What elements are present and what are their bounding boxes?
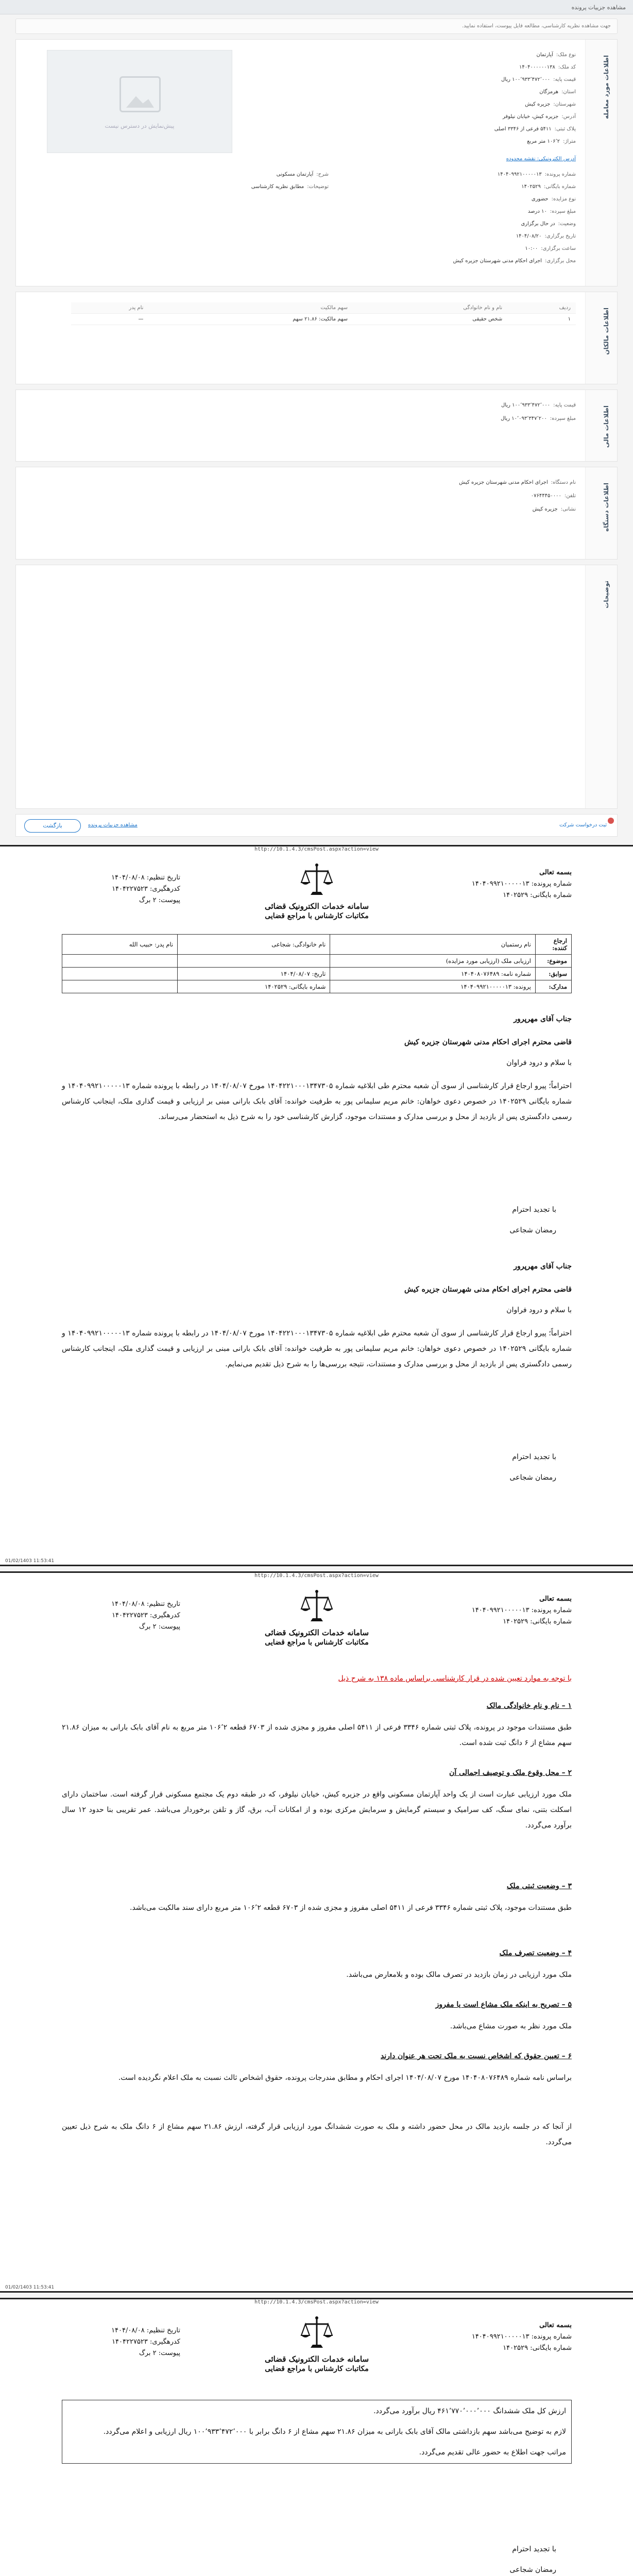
print-timestamp: 01/02/1403 11:53:41 — [5, 1558, 55, 1564]
field-row — [501, 402, 576, 408]
regards: با تجدید احترام — [512, 1206, 556, 1214]
tracking-code: کدرهگیری: ۱۴۰۴۲۲۷۵۲۳ — [112, 2338, 180, 2346]
field-value: ۱۴۰۴۰۹۹۲۱۰۰۰۰۰۱۳ — [497, 172, 542, 177]
meta-cell: مدارک: — [536, 980, 572, 993]
field-value: ۱۰۰٬۹۳۳٬۴۷۲٬۰۰۰ ریال — [501, 77, 551, 82]
field-row — [521, 221, 576, 227]
notes-section — [15, 565, 618, 809]
field-label: نشانی: — [560, 506, 576, 512]
print-timestamp: 01/02/1403 11:53:41 — [5, 2285, 55, 2290]
header-left — [62, 2325, 180, 2359]
field-value: ۱۰:۰۰ — [525, 246, 538, 251]
signer-name: رمضان شجاعی — [509, 2566, 556, 2574]
image-placeholder-icon — [119, 76, 161, 112]
field-row — [494, 126, 576, 132]
meta-cell: شماره بایگانی: ۱۴۰۲۵۲۹ — [178, 980, 330, 993]
field-value: در حال برگزاری — [521, 221, 555, 227]
column-header: ردیف — [507, 302, 576, 314]
document-page-3 — [0, 2298, 633, 2576]
system-title: سامانه خدمات الکترونیک قضائی — [264, 902, 369, 911]
field-value: جزیره کیش — [525, 101, 551, 107]
signer-name: رمضان شجاعی — [509, 1473, 556, 1482]
table-cell: سهم مالکیت: ۲۱.۸۶ سهم — [148, 314, 353, 325]
field-row — [501, 416, 576, 421]
letter-2 — [62, 1573, 572, 2284]
notification-dot-icon — [608, 818, 614, 824]
owners-section — [15, 292, 618, 384]
field-label: مبلغ سپرده: — [550, 416, 576, 421]
meta-row — [62, 968, 572, 980]
section-heading: ۶ – تعیین حقوق که اشخاص نسبت به ملک تحت هر عنوان دارند — [381, 2052, 572, 2060]
field-label: نام دستگاه: — [551, 480, 576, 485]
meta-cell: ارجاع کننده: — [536, 935, 572, 955]
signer-name: رمضان شجاعی — [509, 1226, 556, 1234]
field-label: متراژ: — [563, 139, 576, 144]
document-page-2 — [0, 1571, 633, 2293]
details-link[interactable]: مشاهده جزییات پرونده — [88, 822, 138, 828]
column-header: سهم مالکیت — [148, 302, 353, 314]
meta-row — [62, 955, 572, 968]
field-value: آپارتمان — [536, 52, 553, 58]
field-label: مبلغ سپرده: — [550, 209, 576, 214]
valuation-box — [62, 2400, 572, 2464]
field-value: ۱۴۰۴/۰۸/۲۰ — [516, 233, 542, 239]
field-label: آدرس: — [561, 114, 576, 120]
field-row — [539, 89, 576, 95]
table-cell: — — [71, 314, 148, 325]
system-subtitle: مکاتبات کارشناس با مراجع قضایی — [265, 1638, 369, 1647]
field-label: قیمت پایه: — [553, 402, 576, 408]
section-heading: ۲ – محل وقوع ملک و توصیف اجمالی آن — [449, 1769, 572, 1777]
scales-emblem-icon — [300, 2315, 333, 2351]
doc-date: تاریخ تنظیم: ۱۴۰۴/۰۸/۰۸ — [111, 1600, 180, 1608]
meta-cell: نام پدر: حبیب الله — [62, 935, 178, 955]
field-row — [537, 52, 576, 58]
header-left — [62, 1599, 180, 1633]
letter-1 — [62, 846, 572, 1557]
meta-row — [62, 980, 572, 993]
section-title: اطلاعات دستگاه — [603, 483, 610, 532]
field-label: نوع مزایده: — [551, 196, 576, 202]
table-cell: ۱ — [507, 314, 576, 325]
field-label: تلفن: — [564, 493, 576, 499]
field-label: ساعت برگزاری: — [541, 246, 576, 251]
meta-cell: پرونده: ۱۴۰۴۰۹۹۲۱۰۰۰۰۰۱۳ — [330, 980, 536, 993]
meta-cell: سوابق: — [536, 968, 572, 980]
document-page-1 — [0, 845, 633, 1566]
section-body: ملک مورد ارزیابی عبارت است از یک واحد آپارتمان مسکونی واقع در جزیره کیش، خیابان نیلوفر، که در طبقه دوم یک مجتمع مسکونی قرار گرفته است. ساختمان دارای اسکلت بتنی، نمای سنگ، کف سرامیک و سیستم گرمایش و سرمایش مرکزی بوده و از امکانات آب، برق، گاز و تلفن برخوردار می‌باشد. عمر تقریبی بنا حدود ۱۲ سال برآورد می‌گردد. — [62, 1790, 572, 1829]
field-value: هرمزگان — [539, 89, 559, 95]
map-link[interactable]: آدرس الکترونیکی: نقشه محدوده — [506, 156, 576, 162]
greeting: جناب آقای مهرپرور — [514, 1262, 572, 1270]
system-subtitle: مکاتبات کارشناس با مراجع قضایی — [265, 2365, 369, 2373]
header-right — [443, 2320, 572, 2354]
field-row — [251, 184, 329, 190]
owners-table — [71, 302, 576, 325]
attachments: پیوست: ۲ برگ — [139, 2349, 180, 2357]
section-body: براساس نامه شماره ۱۴۰۴۰۸۰۷۶۴۸۹ مورخ ۱۴۰۴/۰۸/۰۷ اجرای احکام و مطابق مندرجات پرونده، حقوق اشخاص ثالث نسبت به ملک اعلام نگردیده است. — [118, 2074, 572, 2082]
section-heading: ۳ – وضعیت ثبتی ملک — [506, 1882, 572, 1890]
meta-cell — [178, 955, 330, 968]
breadcrumb[interactable]: مشاهده جزییات پرونده — [571, 4, 626, 11]
section-title: اطلاعات مورد معامله — [603, 55, 610, 119]
tracking-code: کدرهگیری: ۱۴۰۴۲۲۷۵۲۳ — [112, 885, 180, 893]
field-label: تاریخ برگزاری: — [544, 233, 576, 239]
section-title: اطلاعات مالکان — [603, 308, 610, 355]
field-label: پلاک ثبتی: — [554, 126, 576, 132]
field-value: جزیره کیش، خیابان نیلوفر — [502, 114, 559, 120]
regards: با تجدید احترام — [512, 1453, 556, 1461]
column-header: نام و نام خانوادگی — [353, 302, 507, 314]
field-label: وضعیت: — [558, 221, 576, 227]
tracking-code: کدرهگیری: ۱۴۰۴۲۲۷۵۲۳ — [112, 1612, 180, 1619]
archive-number: شماره بایگانی: ۱۴۰۲۵۲۹ — [503, 1618, 572, 1625]
case-number: شماره پرونده: ۱۴۰۴۰۹۹۲۱۰۰۰۰۰۱۳ — [471, 1606, 572, 1614]
section-side-label — [585, 292, 617, 384]
header-emblem — [232, 1588, 402, 1647]
closing-line: مراتب جهت اطلاع به حضور عالی تقدیم می‌گردد. — [419, 2448, 566, 2456]
field-row — [277, 172, 329, 177]
field-label: توضیحات: — [307, 184, 329, 190]
field-label: استان: — [561, 89, 576, 95]
field-label: کد ملک: — [558, 64, 576, 70]
field-row — [533, 506, 576, 512]
section-intro: با توجه به موارد تعیین شده در قرار کارشناسی براساس ماده ۱۳۸ به شرح ذیل — [338, 1674, 572, 1683]
field-value: اجرای احکام مدنی شهرستان جزیره کیش — [453, 258, 542, 264]
header-emblem — [232, 2315, 402, 2373]
attachments: پیوست: ۲ برگ — [139, 896, 180, 904]
photo-placeholder-text: پیش‌نمایش در دسترس نیست — [105, 123, 175, 129]
field-value: ۱۰۶٬۲ متر مربع — [527, 139, 560, 144]
field-row — [528, 209, 576, 214]
system-title: سامانه خدمات الکترونیک قضائی — [264, 1628, 369, 1637]
section-side-label — [585, 40, 617, 286]
back-button[interactable]: بازگشت — [24, 819, 81, 833]
section-body: ملک مورد ارزیابی در زمان بازدید در تصرف مالک بوده و بلامعارض می‌باشد. — [346, 1971, 572, 1979]
page-url: http://10.1.4.3/cmsPost.aspx?action=view — [254, 846, 379, 852]
meta-cell — [62, 955, 178, 968]
device-section — [15, 467, 618, 560]
field-row — [531, 493, 576, 499]
table-row — [71, 314, 576, 325]
case-number: شماره پرونده: ۱۴۰۴۰۹۹۲۱۰۰۰۰۰۱۳ — [471, 880, 572, 888]
regards: با تجدید احترام — [512, 2545, 556, 2553]
section-heading: ۱ – نام و نام خانوادگی مالک — [486, 1702, 572, 1710]
field-row — [525, 246, 576, 251]
top-bar — [0, 0, 633, 14]
header-right — [443, 867, 572, 901]
share-valuation: لازم به توضیح می‌باشد سهم بازداشتی مالک آقای بابک بارانی به میزان ۲۱.۸۶ سهم مشاع از ۶ دانگ برابر با ۱۰۰٬۹۳۳٬۴۷۲٬۰۰۰ ریال ارزیابی و اعلام می‌گردد. — [103, 2428, 566, 2436]
field-row — [516, 233, 576, 239]
field-label: شرح: — [316, 172, 329, 177]
meta-cell: شماره نامه: ۱۴۰۴۰۸۰۷۶۴۸۹ — [330, 968, 536, 980]
column-header: نام پدر — [71, 302, 148, 314]
section-heading: ۵ – تصریح به اینکه ملک مشاع است یا مفروز — [435, 2001, 572, 2009]
doc-date: تاریخ تنظیم: ۱۴۰۴/۰۸/۰۸ — [111, 2327, 180, 2334]
field-value: ۱۴۰۴۰۰۰۰۰۰۱۳۸ — [519, 64, 555, 70]
attachments: پیوست: ۲ برگ — [139, 1623, 180, 1631]
bismillah: بسمه تعالی — [539, 2321, 572, 2329]
section-side-label — [585, 390, 617, 461]
field-label: شماره پرونده: — [544, 172, 576, 177]
system-subtitle: مکاتبات کارشناس با مراجع قضایی — [265, 912, 369, 920]
info-alert — [15, 19, 618, 34]
bismillah: بسمه تعالی — [539, 1595, 572, 1603]
alert-text: جهت مشاهده نظریه کارشناسی، مطالعه فایل پیوست، استفاده نمایید. — [461, 23, 611, 29]
meta-cell: نام رستمیان — [330, 935, 536, 955]
section-title: اطلاعات مالی — [603, 405, 610, 448]
archive-number: شماره بایگانی: ۱۴۰۲۵۲۹ — [503, 2344, 572, 2352]
property-photo — [47, 50, 232, 153]
meta-cell: نام خانوادگی: شجاعی — [178, 935, 330, 955]
field-row — [501, 77, 576, 82]
financial-section — [15, 389, 618, 462]
field-row — [525, 101, 576, 107]
field-value: حضوری — [531, 196, 549, 202]
field-label: نوع ملک: — [556, 52, 576, 58]
field-value: ۰۷۶۴۴۴۵۰۰۰۰ — [531, 493, 561, 499]
meta-row — [62, 935, 572, 955]
salutation: با سلام و درود فراوان — [506, 1306, 572, 1314]
case-number: شماره پرونده: ۱۴۰۴۰۹۹۲۱۰۰۰۰۰۱۳ — [471, 2333, 572, 2341]
field-value: اجرای احکام مدنی شهرستان جزیره کیش — [459, 480, 548, 485]
letter-body: احتراماً؛ پیرو ارجاع قرار کارشناسی از سوی آن شعبه محترم طی ابلاغیه شماره ۱۴۰۴۲۲۱۰۰۰۱۳۴۷۳۰۵ مورخ ۱۴۰۴/۰۸/۰۷ در رابطه با پرونده شماره ۱۴۰۴۰۹۹۲۱۰۰۰۰۰۱۳ و شماره بایگانی ۱۴۰۲۵۲۹ در خصوص دعوی خواهان: خانم مریم سلیمانی پور به طرفیت خوانده: آقای بابک بارانی مبنی بر ارزیابی و قیمت گذاری ملک، اینجانب کارشناس رسمی دادگستری پس از بازدید از محل و بررسی مدارک و مستندات موجود، گزارش کارشناسی خود را به شرح ذیل به استحضار می‌رساند. — [62, 1082, 572, 1121]
salutation: با سلام و درود فراوان — [506, 1059, 572, 1067]
section-body: ملک مورد نظر به صورت مشاع می‌باشد. — [450, 2022, 572, 2030]
section-title: توضیحات — [603, 581, 610, 608]
section-body: طبق مستندات موجود، پلاک ثبتی شماره ۳۳۴۶ فرعی از ۵۴۱۱ اصلی مفروز و مجزی شده از ۶۷۰۳ قطعه ۱۰۶٬۲ متر مربع دارای سند مالکیت می‌باشد. — [130, 1904, 572, 1912]
meta-cell: تاریخ: ۱۴۰۴/۰۸/۰۷ — [178, 968, 330, 980]
greeting: جناب آقای مهرپرور — [514, 1015, 572, 1023]
header-emblem — [232, 862, 402, 920]
field-row — [459, 480, 576, 485]
field-value: ۱۰٬۰۹۳٬۳۴۷٬۲۰۰ ریال — [501, 416, 547, 421]
field-value: ۱۰۰٬۹۳۳٬۴۷۲٬۰۰۰ ریال — [501, 402, 551, 408]
section-side-label — [585, 467, 617, 559]
header-right — [443, 1594, 572, 1628]
field-value: جزیره کیش — [532, 506, 558, 512]
table-cell: شخص حقیقی — [353, 314, 507, 325]
meta-cell — [62, 968, 178, 980]
archive-number: شماره بایگانی: ۱۴۰۲۵۲۹ — [503, 891, 572, 899]
field-label: قیمت پایه: — [553, 77, 576, 82]
greeting-title: قاضی محترم اجرای احکام مدنی شهرستان جزیره کیش — [404, 1285, 572, 1294]
page-url: http://10.1.4.3/cmsPost.aspx?action=view — [254, 1573, 379, 1579]
meta-cell — [62, 980, 178, 993]
letter-body: احتراماً؛ پیرو ارجاع قرار کارشناسی از سوی آن شعبه محترم طی ابلاغیه شماره ۱۴۰۴۲۲۱۰۰۰۱۳۴۷۳۰۵ مورخ ۱۴۰۴/۰۸/۰۷ در رابطه با پرونده شماره ۱۴۰۴۰۹۹۲۱۰۰۰۰۰۱۳ و شماره بایگانی ۱۴۰۲۵۲۹ در خصوص دعوی خواهان: خانم مریم سلیمانی پور به طرفیت خوانده: آقای بابک بارانی مبنی بر ارزیابی و قیمت گذاری ملک، اینجانب کارشناس رسمی دادگستری پس از بازدید از محل و بررسی مدارک و مستندات، نتیجه بررسی‌ها را به شرح ذیل تقدیم می‌نمایم. — [62, 1329, 572, 1368]
field-row — [498, 172, 576, 177]
field-row — [519, 64, 576, 70]
field-value: ۵۴۱۱ فرعی از ۳۳۴۶ اصلی — [494, 126, 552, 132]
register-request-link[interactable]: ثبت درخواست شرکت — [559, 822, 607, 828]
header-left — [62, 872, 180, 906]
field-row — [532, 196, 576, 202]
field-value: ۱۴۰۲۵۲۹ — [521, 184, 541, 190]
footer-actions — [15, 814, 618, 837]
case-info-section — [15, 39, 618, 286]
page-url: http://10.1.4.3/cmsPost.aspx?action=view — [254, 2299, 379, 2305]
meta-cell: ارزیابی ملک (ارزیابی مورد مزایده) — [330, 955, 536, 968]
bismillah: بسمه تعالی — [539, 869, 572, 876]
scales-emblem-icon — [300, 862, 333, 898]
field-value: ۱۰ درصد — [527, 209, 547, 214]
field-label: شهرستان: — [553, 101, 576, 107]
letter-3 — [62, 2299, 572, 2576]
meta-cell: موضوع: — [536, 955, 572, 968]
field-row — [453, 258, 576, 264]
doc-date: تاریخ تنظیم: ۱۴۰۴/۰۸/۰۸ — [111, 874, 180, 882]
greeting-title: قاضی محترم اجرای احکام مدنی شهرستان جزیره کیش — [404, 1038, 572, 1046]
field-label: شماره بایگانی: — [543, 184, 576, 190]
field-row — [521, 184, 576, 190]
total-valuation: ارزش کل ملک ششدانگ ۴۶۱٬۷۷۰٬۰۰۰٬۰۰۰ ریال برآورد می‌گردد. — [373, 2407, 566, 2415]
field-value: مطابق نظریه کارشناسی — [251, 184, 304, 190]
section-body: از آنجا که در جلسه بازدید مالک در محل حضور داشته و ملک به صورت ششدانگ مورد ارزیابی قرار گرفته، ارزش ۲۱.۸۶ سهم مشاع از ۶ دانگ ملک به شرح ذیل تعیین می‌گردد. — [62, 2123, 572, 2146]
section-body: طبق مستندات موجود در پرونده، پلاک ثبتی شماره ۳۳۴۶ فرعی از ۵۴۱۱ اصلی مفروز و مجزی شده از ۶۷۰۳ قطعه ۱۰۶٬۲ متر مربع به نام آقای بابک بارانی به میزان ۲۱.۸۶ سهم مشاع از ۶ دانگ ثبت شده است. — [62, 1723, 572, 1747]
field-value: آپارتمان مسکونی — [276, 172, 314, 177]
field-row — [503, 114, 576, 120]
system-title: سامانه خدمات الکترونیک قضائی — [264, 2354, 369, 2364]
section-side-label — [585, 565, 617, 808]
field-row — [527, 139, 576, 144]
field-label: محل برگزاری: — [545, 258, 576, 264]
scales-emblem-icon — [300, 1588, 333, 1624]
meta-table — [62, 934, 572, 993]
section-heading: ۴ – وضعیت تصرف ملک — [499, 1949, 572, 1957]
